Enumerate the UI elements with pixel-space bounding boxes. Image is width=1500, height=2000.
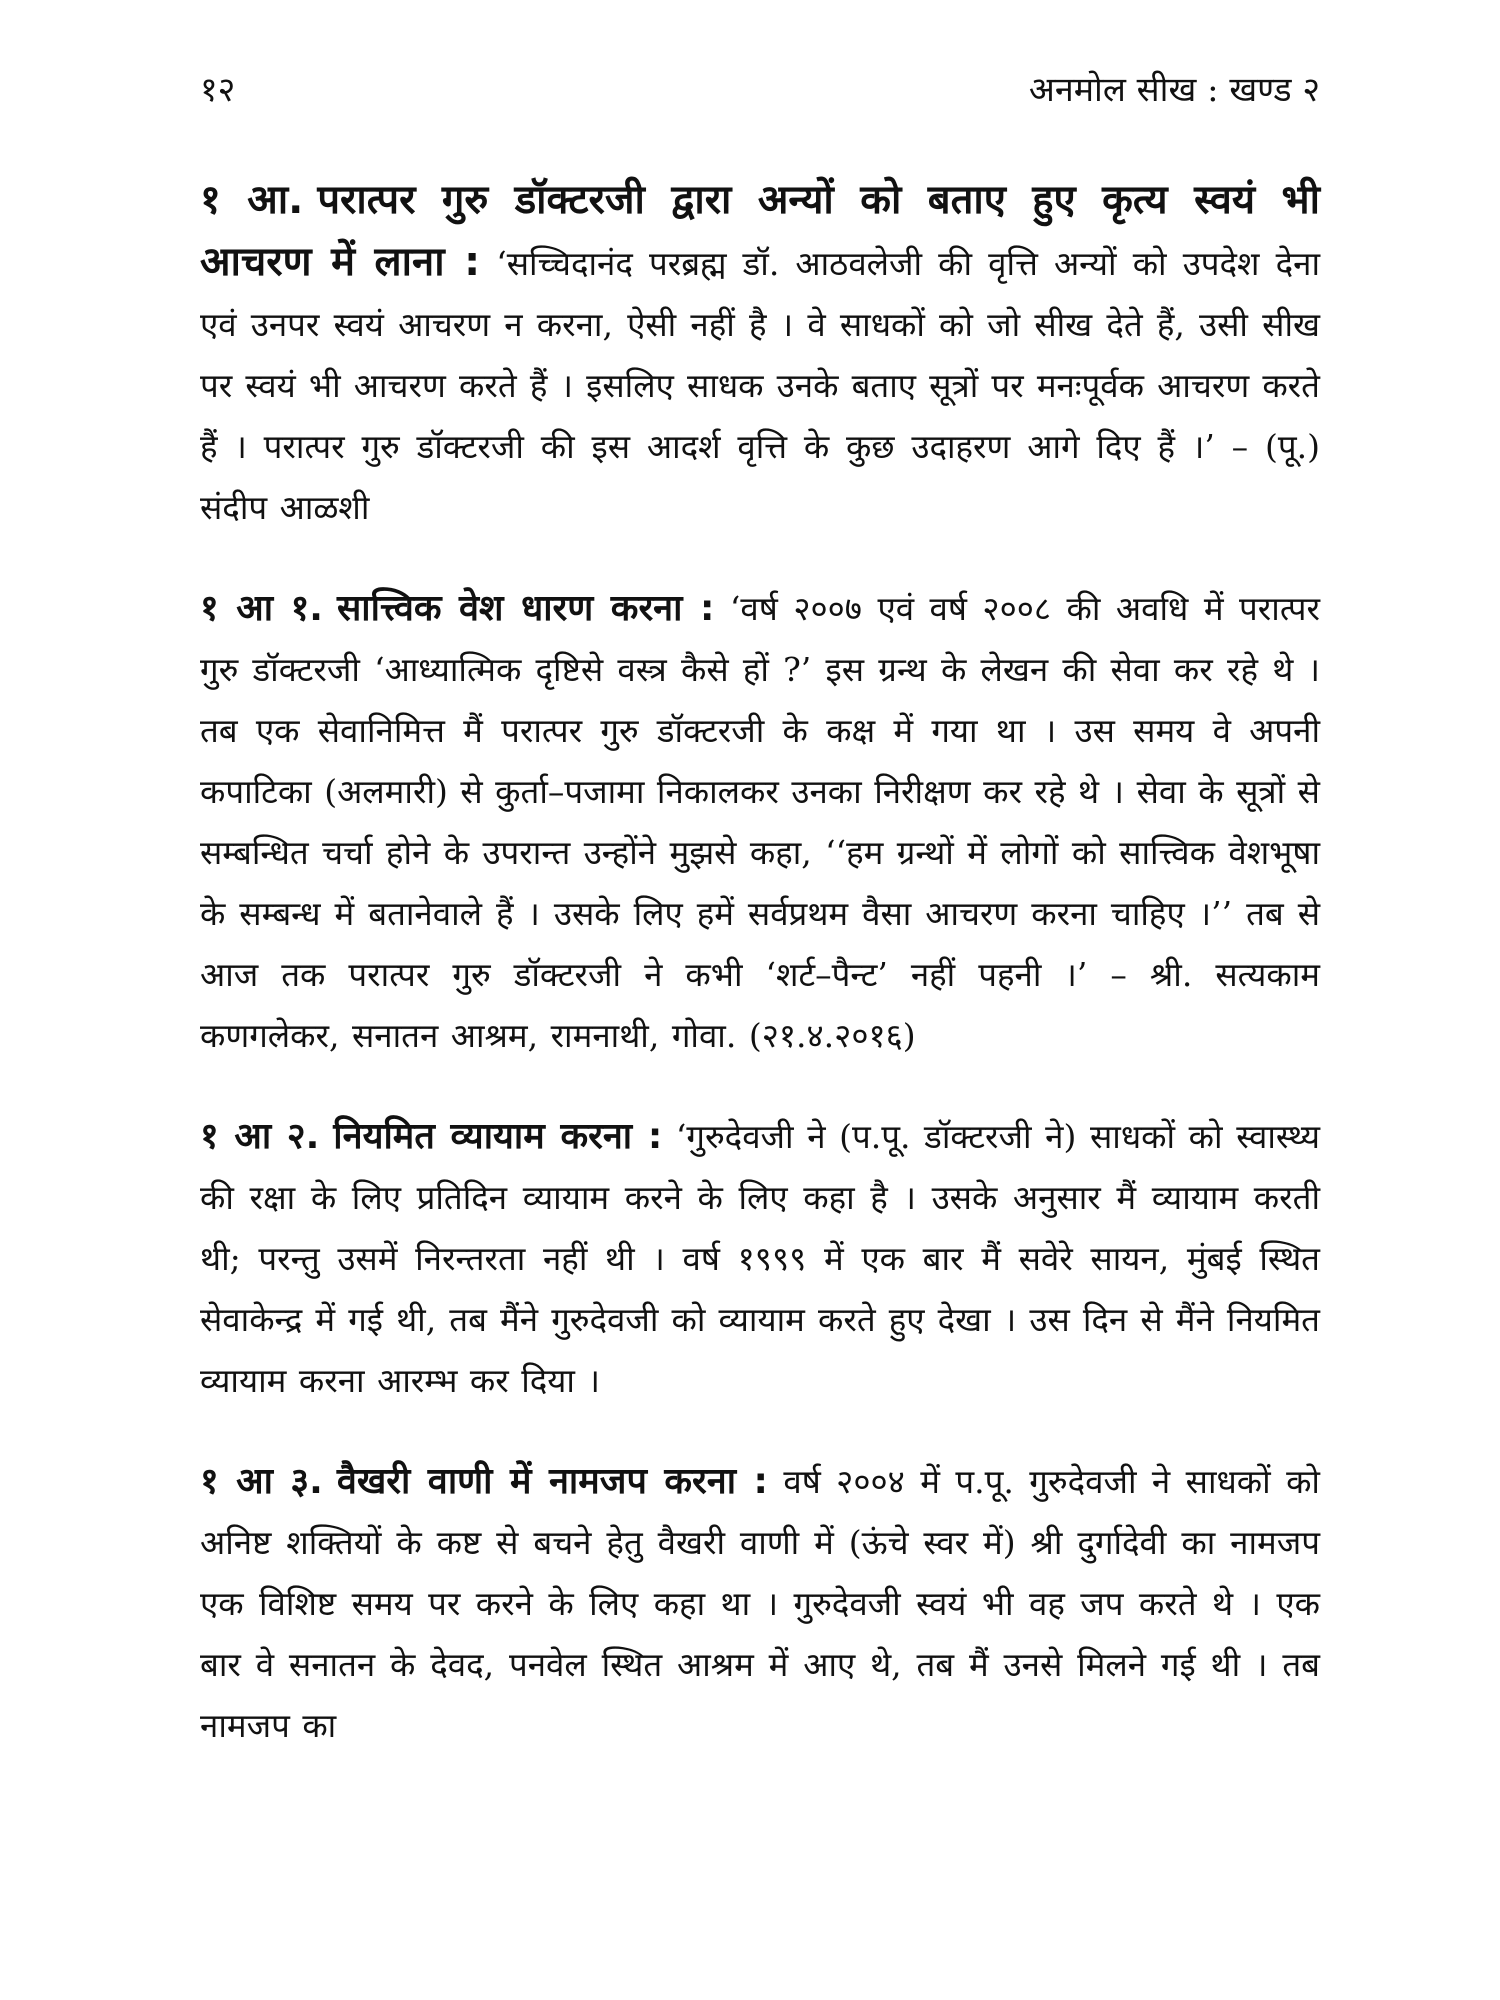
section-vaikhari-chanting	[200, 1451, 1320, 1756]
section-heading	[200, 1461, 768, 1502]
section-number: १ आ १.	[200, 588, 323, 629]
section-heading-text: वैखरी वाणी में नामजप करना :	[336, 1461, 768, 1502]
section-intro	[200, 170, 1320, 538]
section-heading-text: सात्त्विक वेश धारण करना :	[336, 588, 715, 629]
page-number: १२	[200, 70, 236, 110]
book-page	[200, 60, 1320, 1980]
book-title: अनमोल सीख : खण्ड २	[1028, 70, 1320, 110]
section-body: ‘सच्चिदानंद परब्रह्म डॉ. आठवलेजी की वृत्ति अन्यों को उपदेश देना एवं उनपर स्वयं आचरण न करना, ऐसी नहीं है । वे साधकों को जो सीख देते हैं, उसी सीख पर स्वयं भी आचरण करते हैं । इसलिए साधक उनके बताए सूत्रों पर मनःपूर्वक आचरण करते हैं । परात्पर गुरु डॉक्टरजी की इस आदर्श वृत्ति के कुछ उदाहरण आगे दिए हैं ।’ – (पू.) संदीप आळशी	[200, 244, 1320, 527]
section-number: १ आ ३.	[200, 1461, 323, 1502]
section-satvik-attire	[200, 578, 1320, 1066]
section-heading-text: नियमित व्यायाम करना :	[333, 1116, 663, 1157]
section-body: ‘वर्ष २००७ एवं वर्ष २००८ की अवधि में परात्पर गुरु डॉक्टरजी ‘आध्यात्मिक दृष्टिसे वस्त्र कैसे हों ?’ इस ग्रन्थ के लेखन की सेवा कर रहे थे । तब एक सेवानिमित्त मैं परात्पर गुरु डॉक्टरजी के कक्ष में गया था । उस समय वे अपनी कपाटिका (अलमारी) से कुर्ता–पजामा निकालकर उनका निरीक्षण कर रहे थे । सेवा के सूत्रों से सम्बन्धित चर्चा होने के उपरान्त उन्होंने मुझसे कहा, ‘‘हम ग्रन्थों में लोगों को सात्त्विक वेशभूषा के सम्बन्ध में बतानेवाले हैं । उसके लिए हमें सर्वप्रथम वैसा आचरण करना चाहिए ।’’ तब से आज तक परात्पर गुरु डॉक्टरजी ने कभी ‘शर्ट–पैन्ट’ नहीं पहनी ।’ – श्री. सत्यकाम कणगलेकर, सनातन आश्रम, रामनाथी, गोवा. (२१.४.२०१६)	[200, 589, 1320, 1055]
section-number: १ आ.	[200, 177, 304, 223]
running-head	[200, 60, 1320, 120]
section-heading	[200, 1116, 662, 1157]
section-body: ‘गुरुदेवजी ने (प.पू. डॉक्टरजी ने) साधकों को स्वास्थ्य की रक्षा के लिए प्रतिदिन व्यायाम करने के लिए कहा है । उसके अनुसार मैं व्यायाम करती थी; परन्तु उसमें निरन्तरता नहीं थी । वर्ष १९९९ में एक बार मैं सवेरे सायन, मुंबई स्थित सेवाकेन्द्र में गई थी, तब मैंने गुरुदेवजी को व्यायाम करते हुए देखा । उस दिन से मैंने नियमित व्यायाम करना आरम्भ कर दिया ।	[200, 1117, 1320, 1400]
section-heading	[200, 588, 714, 629]
section-number: १ आ २.	[200, 1116, 320, 1157]
section-heading-text: परात्पर गुरु डॉक्टरजी द्वारा अन्यों को बताए हुए कृत्य स्वयं भी आचरण में लाना :	[200, 177, 1320, 285]
section-regular-exercise	[200, 1106, 1320, 1411]
section-body: वर्ष २००४ में प.पू. गुरुदेवजी ने साधकों को अनिष्ट शक्तियों के कष्ट से बचने हेतु वैखरी वाणी में (ऊंचे स्वर में) श्री दुर्गादेवी का नामजप एक विशिष्ट समय पर करने के लिए कहा था । गुरुदेवजी स्वयं भी वह जप करते थे । एक बार वे सनातन के देवद, पनवेल स्थित आश्रम में आए थे, तब मैं उनसे मिलने गई थी । तब नामजप का	[200, 1462, 1320, 1745]
